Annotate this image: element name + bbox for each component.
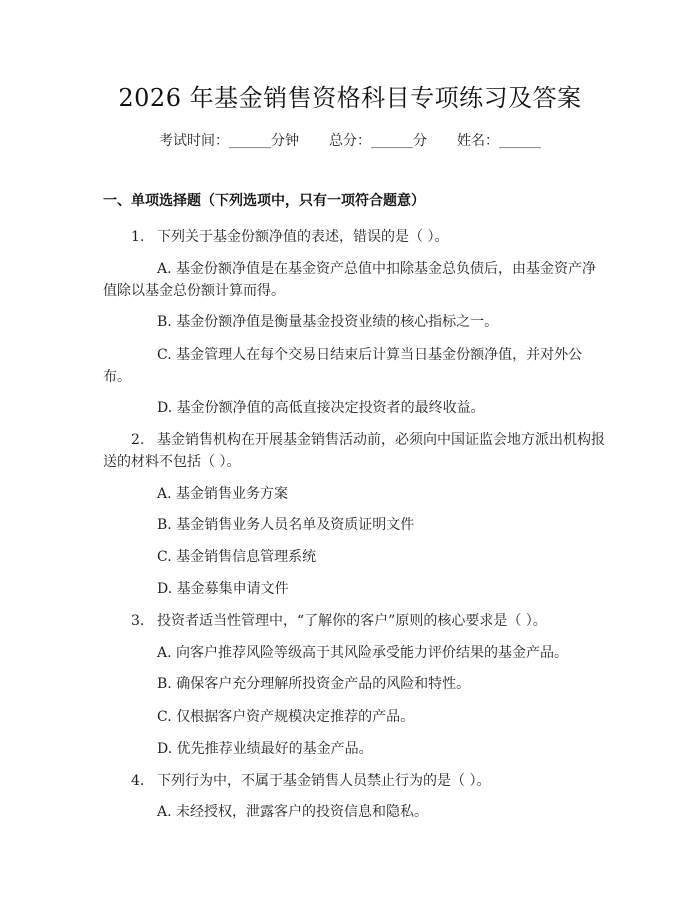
question-3-option-d: D. 优先推荐业绩最好的基金产品。 — [157, 741, 373, 757]
question-4-stem — [131, 770, 490, 792]
question-text: 下列行为中，不属于基金销售人员禁止行为的是（ ）。 — [157, 773, 491, 789]
question-3-option-a: A. 向客户推荐风险等级高于其风险承受能力评价结果的基金产品。 — [157, 645, 569, 661]
question-2-option-d: D. 基金募集申请文件 — [157, 581, 289, 597]
question-1-option-a-cont: 值除以基金总份额计算而得。 — [103, 283, 285, 299]
question-2-stem — [131, 429, 605, 451]
question-1-option-c: C. 基金管理人在每个交易日结束后计算当日基金份额净值，并对外公 — [157, 347, 583, 363]
question-1-option-d: D. 基金份额净值的高低直接决定投资者的最终收益。 — [157, 400, 485, 416]
exam-time-field: 考试时间：______分钟 — [159, 133, 299, 149]
question-3-stem — [131, 610, 547, 632]
exam-info-line — [0, 130, 700, 152]
page-title: 2026 年基金销售资格科目专项练习及答案 — [118, 84, 582, 112]
question-3-option-c: C. 仅根据客户资产规模决定推荐的产品。 — [157, 709, 415, 725]
question-2-option-b: B. 基金销售业务人员名单及资质证明文件 — [157, 517, 415, 533]
question-2-option-a: A. 基金销售业务方案 — [157, 486, 289, 502]
question-text: 下列关于基金份额净值的表述，错误的是（ ）。 — [157, 229, 449, 245]
total-score-field: 总分：______分 — [329, 133, 427, 149]
question-2-stem-cont: 送的材料不包括（ ）。 — [103, 454, 241, 470]
name-field: 姓名：______ — [457, 133, 541, 149]
question-number: 2. — [131, 432, 145, 448]
section-heading: 一、单项选择题（下列选项中，只有一项符合题意） — [103, 193, 425, 209]
question-number: 1. — [131, 229, 145, 245]
question-4-option-a: A. 未经授权，泄露客户的投资信息和隐私。 — [157, 804, 429, 820]
question-text: 投资者适当性管理中，“了解你的客户”原则的核心要求是（ ）。 — [157, 613, 547, 629]
question-1-option-c-cont: 布。 — [103, 369, 131, 385]
question-number: 3. — [131, 613, 145, 629]
question-number: 4. — [131, 773, 145, 789]
question-2-option-c: C. 基金销售信息管理系统 — [157, 549, 317, 565]
question-1-stem — [131, 226, 448, 248]
question-text: 基金销售机构在开展基金销售活动前，必须向中国证监会地方派出机构报 — [157, 432, 605, 448]
question-3-option-b: B. 确保客户充分理解所投资金产品的风险和特性。 — [157, 676, 471, 692]
question-1-option-b: B. 基金份额净值是衡量基金投资业绩的核心指标之一。 — [157, 314, 499, 330]
question-1-option-a: A. 基金份额净值是在基金资产总值中扣除基金总负债后，由基金资产净 — [157, 261, 597, 277]
